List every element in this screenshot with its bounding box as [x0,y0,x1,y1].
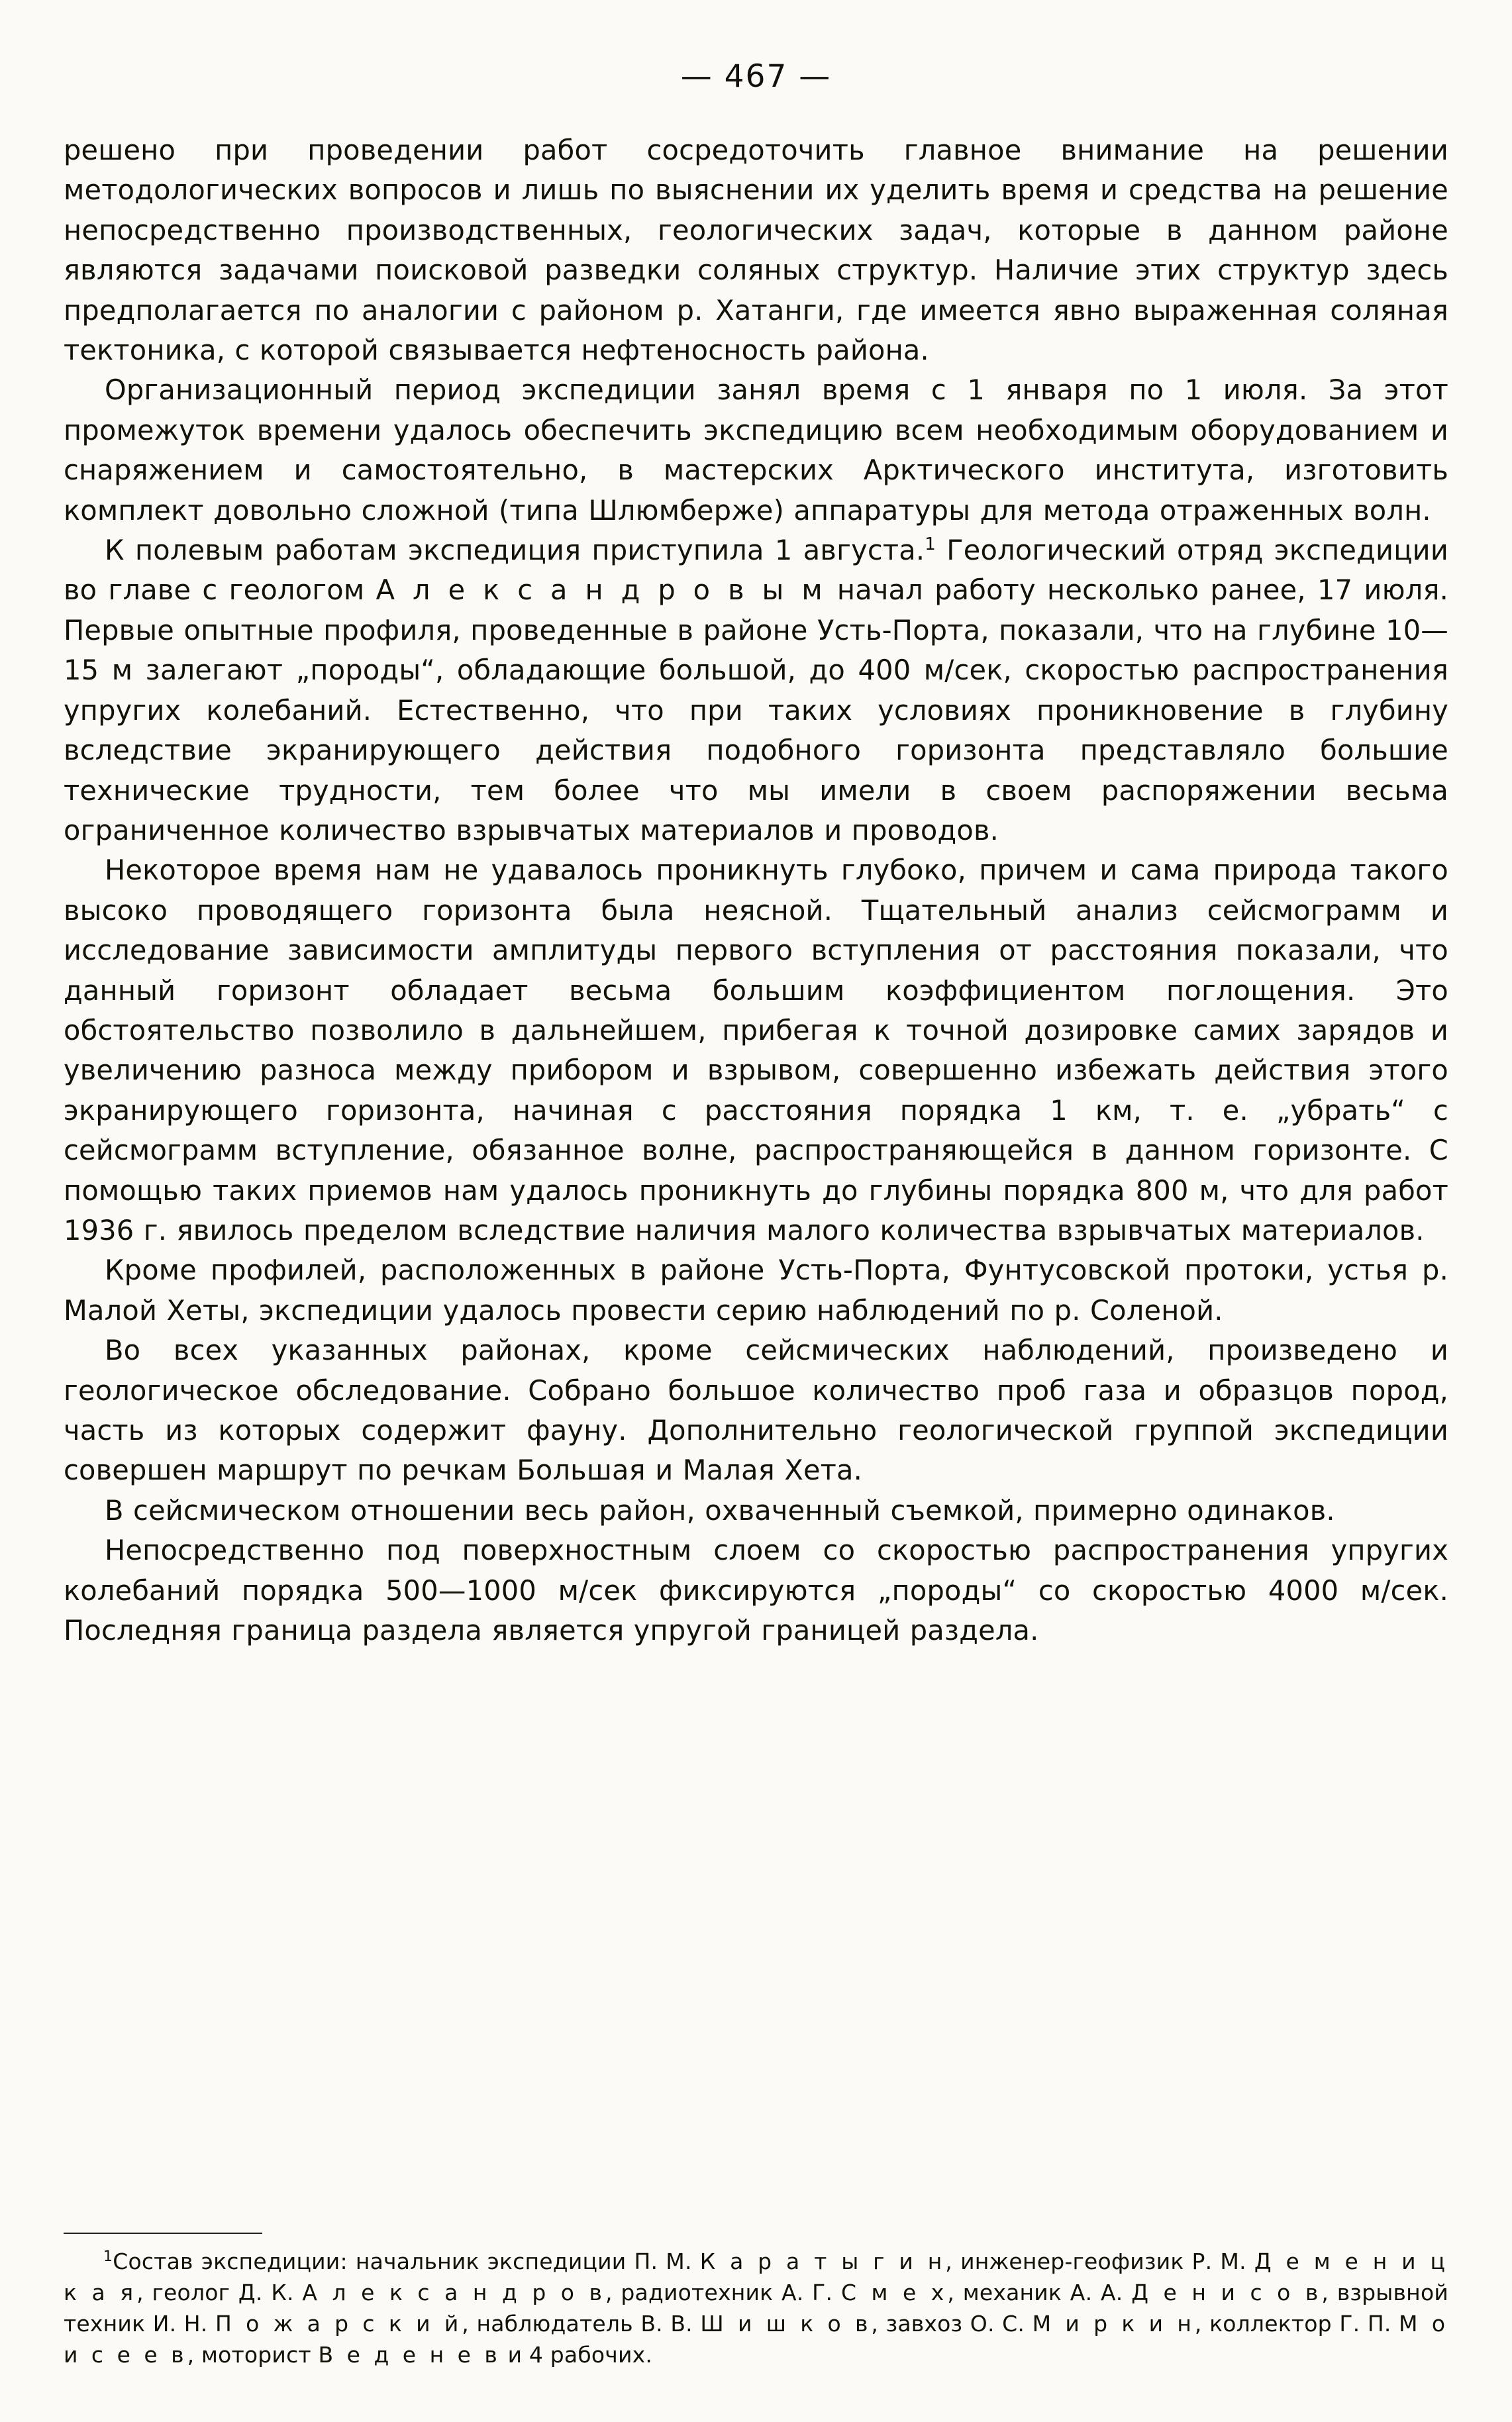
footnote-segment-2: , инженер-геофизик Р. М. [945,2248,1254,2274]
footnote-segment-7: , наблюдатель В. В. [462,2311,701,2337]
footnote-segment-6: , взрывной техник И. Н. [64,2280,1448,2337]
footnote-segment-8: , завхоз О. С. [871,2311,1033,2337]
paragraph-2: Организационный период экспедиции занял время с 1 января по 1 июля. За этот промежуток времени удалось обеспечить экспедицию всем необходимым оборудованием и снаряжением и самостоятельно, в мастерских Арктического института, изготовить комплект довольно сложной (типа Шлюмберже) аппаратуры для метода отраженных волн. [64,374,1448,527]
paragraph-3-lead: К полевым работам экспедиция приступила 1 августа. [105,534,925,567]
page-number: — 467 — [680,58,832,95]
footnote-segment-10: , моторист [187,2342,319,2368]
person-name-mirkin: М и р к и н [1032,2311,1195,2337]
person-name-smekh: С м е х [840,2280,948,2305]
person-name-shishkov: Ш и ш к о в [700,2311,872,2337]
footnote-marker: 1 [103,2248,113,2265]
page-body [64,130,1448,1650]
footnote-divider [64,2233,262,2234]
footnote-segment-11: и 4 рабочих. [500,2342,653,2368]
person-name-aleksandrov-footnote: А л е к с а н д р о в [302,2280,605,2305]
person-name-karatygin: К а р а т ы г и н [699,2248,946,2274]
footnote-text [64,2246,1448,2370]
footnote-marker-ref: 1 [925,534,936,555]
paragraph-8: Непосредственно под поверхностным слоем со скоростью распространения упругих колебаний порядка 500—1000 м/сек фиксируются „породы“ со скоростью 4000 м/сек. Последняя граница раздела является упругой границей раздела. [64,1534,1448,1647]
paragraph-6: Во всех указанных районах, кроме сейсмических наблюдений, произведено и геологическое обследование. Собрано большое количество проб газа и образцов пород, часть из которых содержит фауну. Дополнительно геологической группой экспедиции совершен маршрут по речкам Большая и Малая Хета. [64,1334,1448,1487]
person-name-aleksandrov: А л е к с а н д р о в ы м [376,574,826,607]
footnote-segment-4: , радиотехник А. Г. [605,2280,841,2305]
person-name-vedenev: В е д е н е в [318,2342,501,2368]
paragraph-5: Кроме профилей, расположенных в районе Усть-Порта, Фунтусовской протоки, устья р. Малой Хеты, экспедиции удалось провести серию наблюдений по р. Соленой. [64,1254,1448,1327]
footnote-segment-1: Состав экспедиции: начальник экспедиции П. М. [113,2248,700,2274]
paragraph-3-continuation: Геологический отряд экспедиции во главе с геологом [64,534,1448,607]
paragraph-3 [64,530,1448,850]
person-name-denisov: Д е н и с о в [1131,2280,1322,2305]
paragraph-7: В сейсмическом отношении весь район, охваченный съемкой, примерно одинаков. [105,1493,1335,1527]
person-name-pozharskiy: П о ж а р с к и й [215,2311,462,2337]
paragraph-1: решено при проведении работ сосредоточить главное внимание на решении методологических вопросов и лишь по выяснении их уделить время и средства на решение непосредственно производственных, геологических задач, которые в данном районе являются задачами поисковой разведки соляных структур. Наличие этих структур здесь предполагается по аналогии с районом р. Хатанги, где имеется явно выраженная соляная тектоника, с которой связывается нефтеносность района. [64,134,1448,367]
paragraph-3-rest: начал работу несколько ранее, 17 июля. Первые опытные профиля, проведенные в районе Усть-Порта, показали, что на глубине 10—15 м залегают „породы“, обладающие большой, до 400 м/сек, скоростью распространения упругих колебаний. Естественно, что при таких условиях проникновение в глубину вследствие экранирующего действия подобного горизонта представляло большие технические трудности, тем более что мы имели в своем распоряжении весьма ограниченное количество взрывчатых материалов и проводов. [64,574,1449,846]
paragraph-4: Некоторое время нам не удавалось проникнуть глубоко, причем и сама природа такого высоко проводящего горизонта была неясной. Тщательный анализ сейсмограмм и исследование зависимости амплитуды первого вступления от расстояния показали, что данный горизонт обладает весьма большим коэффициентом поглощения. Это обстоятельство позволило в дальнейшем, прибегая к точной дозировке самих зарядов и увеличению разноса между прибором и взрывом, совершенно избежать действия этого экранирующего горизонта, начиная с расстояния порядка 1 км, т. е. „убрать“ с сейсмограмм вступление, обязанное волне, распространяющейся в данном горизонте. С помощью таких приемов нам удалось проникнуть до глубины порядка 800 м, что для работ 1936 г. явилось пределом вследствие наличия малого количества взрывчатых материалов. [64,854,1448,1246]
footnote-block [64,2209,1448,2370]
footnote-segment-9: , коллектор Г. П. [1194,2311,1399,2337]
footnote-segment-5: , механик А. А. [947,2280,1132,2305]
person-name-moiseev: М о и с е е в [64,2311,1449,2368]
person-name-demenitskaya: Д е м е н и ц к а я [64,2248,1448,2305]
footnote-segment-3: , геолог Д. К. [136,2280,303,2305]
